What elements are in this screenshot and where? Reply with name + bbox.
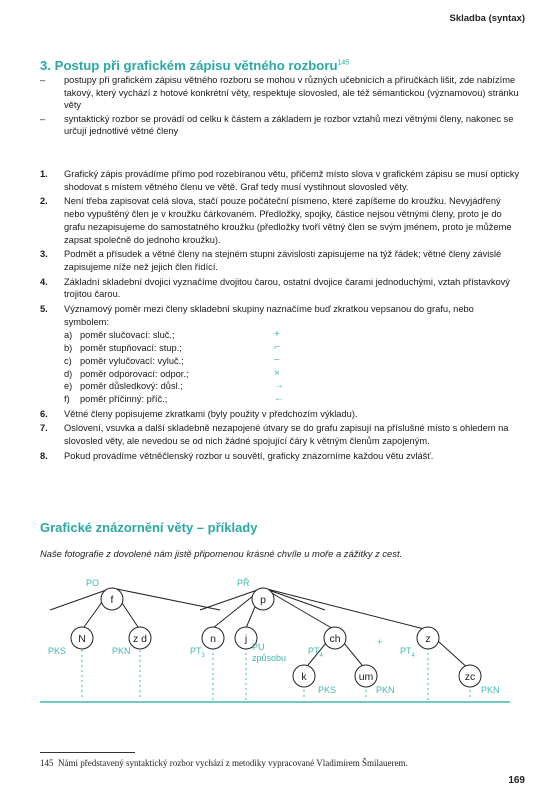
tag-pr: PŘ: [237, 578, 250, 588]
relation-item: [64, 329, 520, 342]
node-label-k: k: [301, 671, 307, 683]
sentence-diagram: [40, 570, 510, 715]
relation-text: poměr vylučovací: vyluč.;: [80, 355, 184, 366]
step-symbol-icon: ⌐: [274, 342, 280, 354]
rule-item: [40, 303, 520, 406]
relation-text: poměr stupňovací: stup.;: [80, 343, 182, 354]
intro-item: [40, 74, 520, 112]
rule-number: 6.: [40, 408, 48, 419]
rule-item: [40, 168, 520, 193]
rule-text: Grafický zápis provádíme přímo pod rozebíranou větu, přičemž místo slova v grafickém zápisu se musí opticky shodovat s místem větného členu ve větě. Graf tedy musí vystihnout slovosled věty.: [64, 169, 520, 192]
node-label-ch: ch: [329, 633, 341, 645]
rule-item: [40, 422, 520, 447]
footnote: [40, 758, 408, 768]
node-label-f: f: [110, 594, 114, 606]
tag-pu: PU: [252, 642, 265, 652]
tag-pkn-left: PKN: [112, 646, 131, 656]
intro-item-text: syntaktický rozbor se provádí od celku k částem a základem je rozbor vztahů mezi větnými členy, nakonec se určují jednotlivé větné členy: [64, 113, 514, 137]
node-label-n: N: [78, 633, 86, 645]
footnote-divider: [40, 752, 135, 753]
relation-item: [64, 368, 520, 381]
rule-number: 5.: [40, 304, 48, 315]
relation-item: [64, 342, 520, 355]
footnote-text: Námi představený syntaktický rozbor vychází z metodiky vypracované Vladimírem Šmilauerem.: [58, 758, 408, 768]
rule-number: 3.: [40, 249, 48, 260]
rule-text: Významový poměr mezi členy skladební skupiny naznačíme buď zkratkou vepsanou do grafu, nebo symbolem:: [64, 304, 474, 327]
intro-item: [40, 113, 520, 138]
tilde-symbol-icon: ~: [274, 354, 280, 366]
rule-item: [40, 450, 520, 463]
relation-list: [64, 329, 520, 405]
relation-text: poměr odporovací: odpor.;: [80, 368, 189, 379]
tag-po: PO: [86, 578, 100, 588]
rule-number: 4.: [40, 276, 48, 287]
dash-bullet: –: [40, 75, 46, 85]
rule-item: [40, 276, 520, 301]
arrow-right-symbol-icon: →: [274, 380, 284, 392]
rule-text: Základní skladební dvojici vyznačíme dvojitou čarou, ostatní dvojice čarami jednoduchými, vztah přístavkový trojitou čarou.: [64, 276, 510, 300]
plus-symbol-icon: +: [274, 329, 280, 341]
examples-title: Grafické znázornění věty – příklady: [40, 520, 258, 535]
node-label-um: um: [358, 671, 374, 683]
intro-list: [40, 74, 520, 139]
arrow-left-symbol-icon: ←: [274, 392, 284, 404]
tag-pu-zpusobu: způsobu: [252, 653, 287, 663]
rule-number: 1.: [40, 169, 48, 179]
tag-pkn-right: PKN: [481, 685, 500, 695]
rule-text: Není třeba zapisovat celá slova, stačí pouze počáteční písmeno, které zapíšeme do kroužku. Nevyjádřený nebo vypuštěný člen je v kroužku čárkovaném. Předložky, spojky, částice nejsou větnými členy, proto je do grafu nezapisujeme do samostatného kroužku (předložky tvoří větný člen se svým jménem, proto je můžeme zapsat společně do jednoho kroužku).: [64, 196, 512, 245]
dash-bullet: –: [40, 113, 46, 124]
relation-item: [64, 355, 520, 368]
rule-number: 2.: [40, 196, 48, 207]
relation-letter: e): [64, 381, 73, 392]
relation-item: [64, 380, 520, 393]
rule-item: [40, 248, 520, 273]
footnote-reference: 145: [337, 59, 350, 67]
relation-letter: b): [64, 343, 73, 354]
relation-letter: a): [64, 330, 73, 341]
node-label-j: j: [244, 633, 248, 645]
cross-symbol-icon: ×: [274, 367, 280, 379]
rules-list: [40, 168, 520, 464]
rule-item: [40, 195, 520, 246]
rule-text: Podmět a přísudek a větné členy na stejném stupni závislosti zapisujeme na týž řádek; větné členy závislé zapisujeme níže než jejich člen řídící.: [64, 249, 502, 272]
tag-pt4-ch: $PT_4$: [308, 646, 323, 659]
rule-text: Pokud provádíme větněčlenský rozbor u souvětí, graficky znázorníme každou větu zvlášť.: [64, 450, 434, 461]
section-title-text: 3. Postup při grafickém zápisu větného rozboru: [40, 58, 338, 73]
rule-text: Větné členy popisujeme zkratkami (byly použity v předchozím výkladu).: [64, 408, 358, 419]
relation-letter: d): [64, 368, 73, 379]
rule-number: 7.: [40, 423, 48, 434]
tag-pt4-z: $PT_4$: [400, 646, 415, 659]
rule-item: [40, 408, 520, 421]
node-label-zc: zc: [464, 671, 476, 683]
relation-letter: c): [64, 355, 72, 366]
tag-pks-right: PKS: [318, 685, 337, 695]
tag-plus: +: [377, 637, 383, 647]
rule-text: Oslovení, vsuvka a další skladebně nezapojené útvary se do grafu zapisují na příslušné místo s ohledem na slovosled věty, ale nevedou se od nich žádné spojující čáry k větným členům zapojeným.: [64, 423, 509, 446]
relation-text: poměr příčinný: příč.;: [80, 393, 168, 404]
node-label-p: p: [260, 594, 266, 606]
tag-pks-left: PKS: [48, 646, 67, 656]
example-sentence: Naše fotografie z dovolené nám jistě připomenou krásné chvíle u moře a zážitky z cest.: [40, 548, 403, 559]
node-label-n-small: n: [210, 633, 216, 645]
rule-number: 8.: [40, 450, 48, 461]
node-label-zd: z d: [132, 633, 148, 645]
relation-text: poměr slučovací: sluč.;: [80, 330, 175, 341]
footnote-number: 145: [40, 758, 54, 768]
running-head: Skladba (syntax): [449, 13, 525, 24]
intro-item-text: postupy při grafickém zápisu větného rozboru se mohou v různých učebnicích a příručkách lišit, zde nabízíme takový, který vychází z hotové konkrétní věty, respektuje slovosled, ale též sémantickou (významovou) stránku věty: [64, 75, 519, 111]
tag-pt3: $PT_3$: [190, 646, 205, 659]
relation-item: [64, 393, 520, 406]
node-label-z: z: [425, 633, 431, 645]
tag-pkn-mid: PKN: [376, 685, 395, 695]
relation-text: poměr důsledkový: důsl.;: [80, 381, 183, 392]
page-number: 169: [508, 775, 525, 786]
section-title: [40, 58, 349, 73]
relation-letter: f): [64, 393, 70, 404]
